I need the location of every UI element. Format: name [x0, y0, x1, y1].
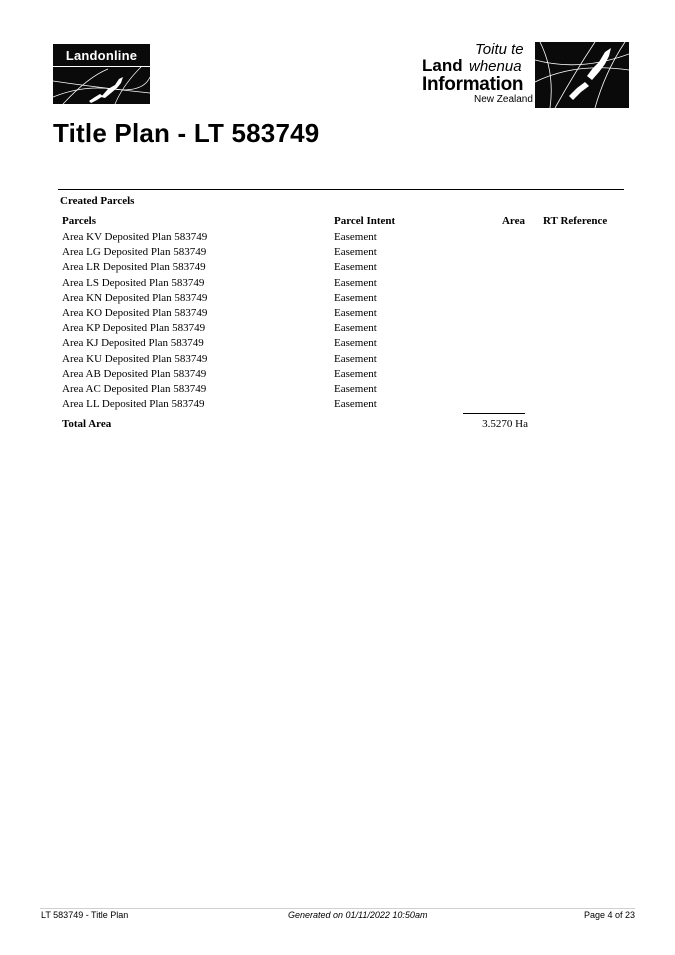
- parcel-cell: Area LR Deposited Plan 583749: [62, 261, 206, 274]
- section-heading: Created Parcels: [60, 195, 135, 207]
- total-area-label: Total Area: [62, 418, 112, 430]
- linz-logo-land: Land: [422, 56, 463, 75]
- total-area-value: 3.5270 Ha: [482, 418, 528, 430]
- table-row: [0, 353, 675, 368]
- parcel-cell: Area KP Deposited Plan 583749: [62, 322, 206, 335]
- total-divider: [463, 413, 525, 414]
- nz-globe-icon: [535, 42, 629, 108]
- table-row: [0, 398, 675, 413]
- linz-logo-information: Information: [422, 74, 524, 95]
- intent-cell: Easement: [334, 246, 377, 259]
- parcel-cell: Area KU Deposited Plan 583749: [62, 352, 208, 365]
- linz-logo-whenua: whenua: [469, 58, 522, 75]
- page-title: Title Plan - LT 583749: [53, 118, 320, 148]
- table-row: [0, 246, 675, 261]
- intent-cell: Easement: [334, 352, 377, 365]
- table-row: [0, 261, 675, 276]
- parcel-cell: Area KV Deposited Plan 583749: [62, 231, 208, 243]
- table-row: [0, 337, 675, 352]
- parcel-table-body: [0, 231, 675, 413]
- footer-divider: [40, 908, 635, 909]
- intent-cell: Easement: [334, 276, 377, 289]
- table-row: [0, 307, 675, 322]
- linz-logo-new-zealand: New Zealand: [474, 94, 533, 105]
- section-divider: [58, 189, 624, 190]
- column-header-rt-reference: RT Reference: [543, 215, 608, 227]
- parcel-cell: Area LG Deposited Plan 583749: [62, 246, 207, 259]
- landonline-logo: [53, 44, 150, 104]
- footer-document-reference: LT 583749 - Title Plan: [41, 910, 129, 920]
- table-row: [0, 277, 675, 292]
- intent-cell: Easement: [334, 398, 377, 411]
- table-row: [0, 368, 675, 383]
- intent-cell: Easement: [334, 367, 377, 380]
- intent-cell: Easement: [334, 306, 377, 319]
- intent-cell: Easement: [334, 337, 377, 350]
- linz-logo: [421, 42, 629, 108]
- parcel-cell: Area KO Deposited Plan 583749: [62, 306, 208, 319]
- parcel-cell: Area AB Deposited Plan 583749: [62, 367, 207, 380]
- parcel-cell: Area LL Deposited Plan 583749: [62, 398, 205, 411]
- nz-map-icon: [53, 67, 150, 104]
- intent-cell: Easement: [334, 291, 377, 304]
- intent-cell: Easement: [334, 382, 377, 395]
- table-row: [0, 383, 675, 398]
- parcel-cell: Area KJ Deposited Plan 583749: [62, 337, 204, 350]
- intent-cell: Easement: [334, 231, 377, 243]
- table-row: [0, 322, 675, 337]
- parcel-cell: Area KN Deposited Plan 583749: [62, 291, 208, 304]
- table-row: [0, 292, 675, 307]
- parcel-cell: Area AC Deposited Plan 583749: [62, 382, 207, 395]
- footer-generated-timestamp: Generated on 01/11/2022 10:50am: [288, 910, 428, 920]
- linz-logo-toitu: Toitu te: [475, 41, 524, 58]
- intent-cell: Easement: [334, 322, 377, 335]
- parcel-cell: Area LS Deposited Plan 583749: [62, 276, 205, 289]
- table-row: [0, 231, 675, 246]
- column-header-parcel-intent: Parcel Intent: [334, 215, 396, 227]
- landonline-logo-text: Landonline: [65, 48, 138, 63]
- intent-cell: Easement: [334, 261, 377, 274]
- column-header-parcels: Parcels: [62, 215, 97, 227]
- footer-page-number: Page 4 of 23: [583, 910, 635, 920]
- column-header-area: Area: [501, 215, 525, 227]
